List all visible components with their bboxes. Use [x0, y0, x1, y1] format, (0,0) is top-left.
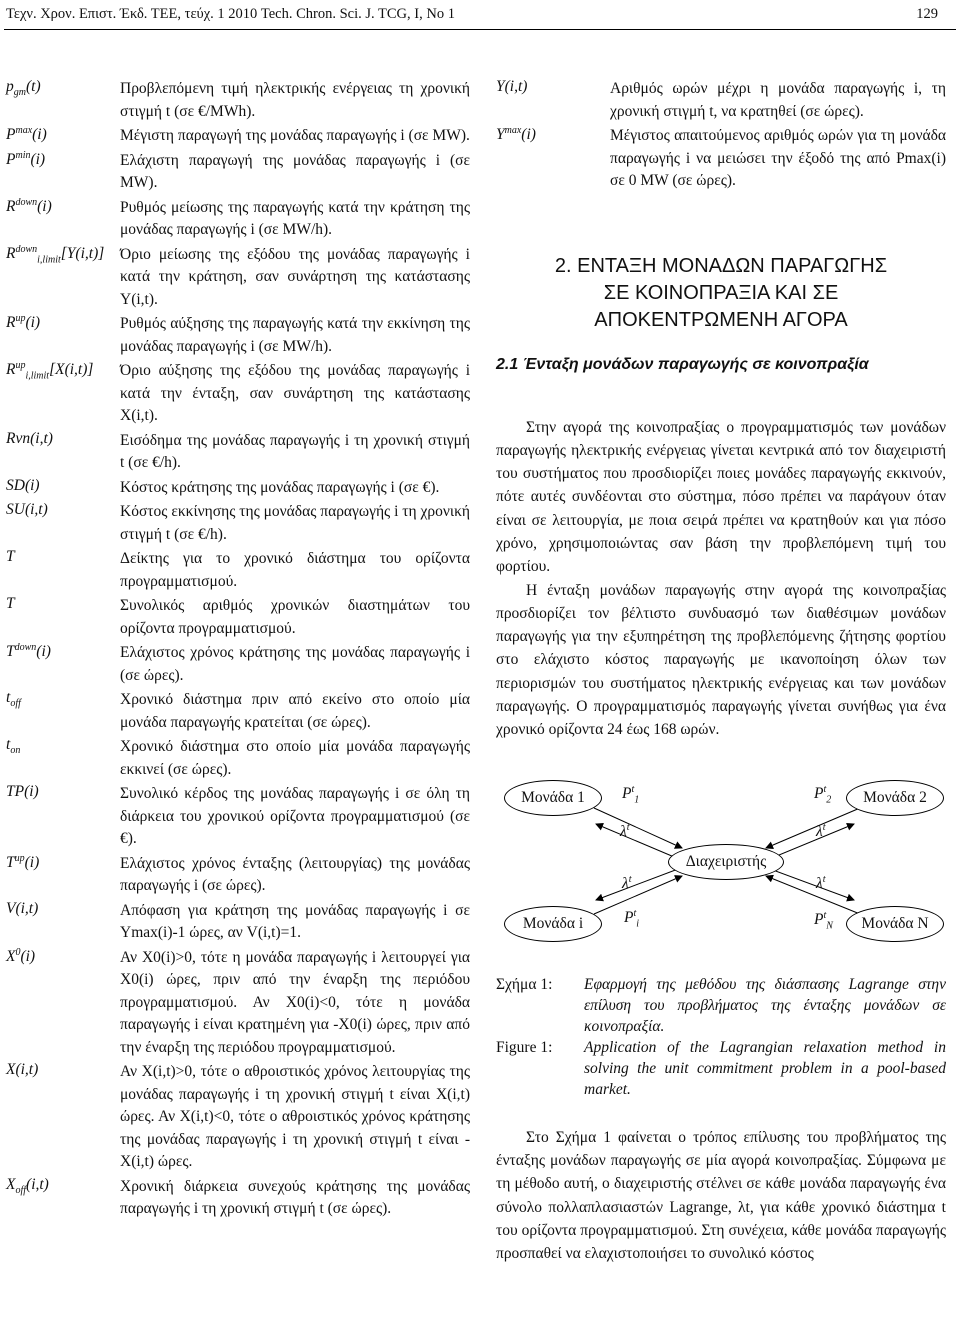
- symbol-sup: up: [15, 360, 26, 371]
- symbol-arg: (i): [37, 197, 52, 215]
- definition-row: [0, 78, 470, 123]
- label-lambda-1: $\lambda^t$: [620, 821, 630, 840]
- symbol: [6, 642, 51, 661]
- symbol-sup: down: [15, 196, 38, 208]
- definition-row: [0, 501, 470, 546]
- right-column: [496, 78, 946, 1265]
- symbol-sym: R: [6, 244, 16, 262]
- nomenclature-left: [0, 78, 470, 1223]
- definition-text: Χρονικό διάστημα στο οποίο μία μονάδα παραγωγής εκκινεί (σε ώρες).: [120, 738, 470, 778]
- symbol: [6, 477, 40, 495]
- label-lambda-n: $\lambda^t$: [816, 873, 826, 892]
- definition-row: [0, 900, 470, 945]
- symbol-sup: max: [15, 125, 33, 136]
- symbol: [6, 244, 104, 265]
- definition-text: Ρυθμός μείωσης της παραγωγής κατά την κράτηση της μονάδας παραγωγής i (σε MW/h).: [120, 198, 470, 238]
- symbol: [496, 125, 536, 144]
- symbol-arg: (i,t): [24, 501, 48, 518]
- definition-text: Ελάχιστη παραγωγή της μονάδας παραγωγής i (σε MW).: [120, 151, 470, 191]
- definition-text: Δείκτης για το χρονικό διάστημα του ορίζοντα προγραμματισμού.: [120, 550, 470, 590]
- symbol-arg: (i): [36, 643, 51, 661]
- definition-row: [0, 642, 470, 687]
- definition-text: Όριο αύξησης της εξόδου της μονάδας παραγωγής i κατά την ένταξη, σαν συνάρτηση της κατάστασης X(i,t).: [120, 362, 470, 424]
- symbol: [6, 900, 38, 918]
- label-pn: $P^t_N$: [814, 909, 833, 931]
- definition-row: [0, 150, 470, 195]
- symbol-sub: off: [10, 698, 21, 710]
- caption-text-en: Application of the Lagrangian relaxation method in solving the unit commitment problem in a pool-based market.: [584, 1038, 946, 1098]
- symbol: [6, 947, 35, 966]
- symbol-sym: t: [6, 736, 11, 753]
- symbol-sym: T: [6, 595, 15, 612]
- symbol-sym: X: [6, 1061, 16, 1078]
- symbol-sup: max: [504, 125, 522, 136]
- symbol: [6, 736, 20, 756]
- symbol-arg: (i): [521, 126, 536, 144]
- symbol-sub: on: [10, 745, 21, 757]
- paragraph: Η ένταξη μονάδων παραγωγής στην αγορά της κοινοπραξίας προσδιορίζει τον βέλτιστο συνδυασμό των διαθέσιμων μονάδων παραγωγής για την εξυπηρέτηση της προβλεπόμενης ζήτησης φορτίου στο ελάχιστο κόστος παραγωγής με ικανοποίηση όλων των περιορισμών του συστήματος ηλεκτρικής ενέργειας και των μονάδων παραγωγής. Ο προγραμματισμός παραγωγής γίνεται συνήθως για ένα χρονικό ορίζοντα 24 έως 168 ωρών.: [496, 581, 946, 739]
- definition-text: Συνολικό κέρδος της μονάδας παραγωγής i σε όλη τη διάρκεια του χρονικού ορίζοντα προγραμματισμού (σε €).: [120, 785, 470, 847]
- symbol: [6, 689, 21, 709]
- symbol: [6, 501, 48, 519]
- arrow-p2: [766, 808, 860, 848]
- symbol: [6, 78, 41, 98]
- symbol: [6, 360, 93, 381]
- label-pi: $P^t_i$: [624, 907, 640, 929]
- symbol-sup: down: [15, 243, 38, 255]
- definition-text: Ελάχιστος χρόνος ένταξης (λειτουργίας) της μονάδας παραγωγής i (σε ώρες).: [120, 854, 470, 894]
- symbol-arg: (i): [24, 853, 40, 871]
- symbol: [6, 197, 52, 216]
- node-unit-n: Μονάδα N: [846, 906, 944, 942]
- definition-text: Ρυθμός αύξησης της παραγωγής κατά την εκκίνηση της μονάδας παραγωγής i (σε MW/h).: [120, 315, 470, 355]
- symbol: [6, 1061, 38, 1079]
- symbol: [6, 430, 53, 448]
- definition-text: Ελάχιστος χρόνος κράτησης της μονάδας παραγωγής i (σε ώρες).: [120, 644, 470, 684]
- symbol-sup: down: [14, 642, 37, 653]
- symbol-sub: off: [15, 1184, 27, 1196]
- definition-row: [0, 313, 470, 358]
- definition-text: Μέγιστη παραγωγή της μονάδας παραγωγής i (σε MW).: [120, 127, 470, 144]
- definition-text: Αριθμός ωρών μέχρι η μονάδα παραγωγής i, τη χρονική στιγμή t, να κρατηθεί (σε ώρες).: [610, 80, 946, 120]
- symbol: [6, 548, 15, 566]
- definition-text: Αν X0(i)>0, τότε η μονάδα παραγωγής i λειτουργεί για X0(i) ώρες, πριν από την έναρξη της περιόδου προγραμματισμού. Αν X0(i)<0, τότε η μονάδα παραγωγής i είναι κρατημένη για -X0(i) ώρες, πριν από την έναρξη της περιόδου προγραμματισμού.: [120, 948, 470, 1056]
- symbol-sym: t: [6, 689, 11, 706]
- symbol: [6, 853, 39, 872]
- symbol-sup: up: [14, 852, 25, 864]
- definition-row: [0, 548, 470, 593]
- symbol-arg: (i): [30, 150, 46, 168]
- page-number: 129: [916, 6, 938, 22]
- symbol-sym: Y: [496, 78, 505, 95]
- label-p2: $P^t_2$: [814, 783, 832, 805]
- symbol: [6, 150, 45, 169]
- definition-row: [0, 477, 470, 500]
- definition-row: [496, 78, 946, 123]
- symbol-sym: Y: [496, 126, 505, 144]
- symbol-sup: 0: [15, 946, 21, 958]
- node-unit-2: Μονάδα 2: [846, 780, 944, 816]
- definition-text: Κόστος εκκίνησης της μονάδας παραγωγής i τη χρονική στιγμή t (σε €/h).: [120, 503, 470, 543]
- symbol-sup: up: [15, 313, 26, 324]
- definition-text: Κόστος κράτησης της μονάδας παραγωγής i (σε €).: [120, 478, 440, 496]
- subsection-title: 2.1 Ένταξη μονάδων παραγωγής σε κοινοπραξία: [496, 355, 869, 373]
- arrow-pN: [766, 873, 860, 914]
- nomenclature-right: [496, 78, 946, 193]
- label-lambda-i: $\lambda^t$: [622, 873, 632, 892]
- symbol-arg: (i,t): [15, 899, 39, 917]
- definition-text: Αν X(i,t)>0, τότε ο αθροιστικός χρόνος λειτουργίας της μονάδας παραγωγής i τη χρονική στιγμή t είναι X(i,t) ώρες. Αν X(i,t)<0, τότε ο αθροιστικός χρόνος κράτησης της μονάδας παραγωγής i τη χρονική στιγμή t είναι -X(i,t) ώρες.: [120, 1063, 470, 1170]
- symbol-arg: (i,t): [504, 78, 528, 95]
- arrow-lambda-i: [596, 866, 686, 900]
- definition-text: Απόφαση για κράτηση της μονάδας παραγωγής i σε Ymax(i)-1 ώρες, αν V(i,t)=1.: [120, 901, 470, 941]
- definition-row: [0, 430, 470, 475]
- definition-row: [0, 244, 470, 312]
- symbol-sym: P: [6, 126, 16, 144]
- symbol-arg: [Y(i,t)]: [60, 244, 105, 262]
- symbol-sub: gm: [13, 87, 26, 99]
- definition-row: [0, 197, 470, 242]
- caption-text-gr: Εφαρμογή της μεθόδου της διάσπασης Lagrange στην επίλυση του προβλήματος της ένταξης μονάδων σε κοινοπραξία.: [584, 975, 946, 1035]
- symbol-sym: R: [6, 361, 16, 379]
- caption-key-gr: Σχήμα 1:: [496, 975, 553, 993]
- definition-row: [0, 125, 470, 148]
- definition-row: [0, 947, 470, 1060]
- symbol-sym: T: [6, 548, 15, 565]
- symbol: [6, 783, 39, 801]
- symbol-sym: SU: [6, 501, 25, 518]
- definition-row: [0, 689, 470, 734]
- symbol-sub: i,limit: [37, 253, 61, 265]
- node-unit-i: Μονάδα i: [504, 906, 602, 942]
- symbol-arg: (i): [25, 314, 41, 332]
- symbol-sym: p: [6, 78, 14, 95]
- header-rule: [4, 29, 956, 30]
- definition-text: Εισόδημα της μονάδας παραγωγής i τη χρονική στιγμή t (σε €/h).: [120, 431, 470, 471]
- journal-header: Τεχν. Χρον. Επιστ. Έκδ. ΤΕΕ, τεύχ. 1 2010 Tech. Chron. Sci. J. TCG, I, No 1: [6, 6, 455, 22]
- symbol-sym: T: [6, 853, 15, 871]
- definition-text: Χρονική διάρκεια συνεχούς κράτησης της μονάδας παραγωγής i τη χρονική στιγμή t (σε ώρες).: [120, 1177, 470, 1217]
- symbol-sym: R: [6, 197, 16, 215]
- definition-row: [0, 736, 470, 781]
- symbol: [6, 125, 47, 144]
- definition-row: [496, 125, 946, 193]
- definition-row: [0, 1176, 470, 1221]
- definition-row: [0, 783, 470, 851]
- symbol-arg: (i,t): [30, 429, 53, 447]
- definition-row: [0, 360, 470, 428]
- label-p1: $P^t_1$: [622, 783, 640, 805]
- section-title-line: ΣΕ ΚΟΙΝΟΠΡΑΞΙΑ ΚΑΙ ΣΕ: [603, 281, 839, 304]
- label-lambda-2: $\lambda^t$: [816, 821, 826, 840]
- running-header: [6, 6, 938, 23]
- symbol-sym: V: [6, 899, 16, 917]
- definition-row: [0, 1061, 470, 1174]
- symbol-sym: X: [6, 1175, 16, 1193]
- symbol-sub: i,limit: [25, 370, 50, 382]
- symbol-arg: (i): [20, 947, 36, 965]
- symbol-arg: (i): [24, 476, 40, 494]
- symbol-sym: SD: [6, 476, 25, 494]
- symbol-arg: (i,t): [15, 1061, 39, 1078]
- section-title: [496, 253, 946, 334]
- symbol-sup: min: [15, 149, 31, 161]
- symbol-arg: [X(i,t)]: [49, 361, 94, 379]
- symbol: [6, 313, 40, 332]
- symbol-arg: (i): [32, 126, 47, 144]
- definition-text: Χρονικό διάστημα πριν από εκείνο στο οποίο μία μονάδα παραγωγής κρατείται (σε ώρες).: [120, 691, 470, 731]
- symbol-arg: (t): [25, 78, 41, 95]
- figure-1: [496, 766, 946, 966]
- symbol: [6, 595, 15, 613]
- symbol-sym: X: [6, 947, 16, 965]
- definition-text: Προβλεπόμενη τιμή ηλεκτρικής ενέργειας τη χρονική στιγμή t (σε €/MWh).: [120, 80, 470, 120]
- symbol: [496, 78, 527, 96]
- node-operator: Διαχειριστής: [668, 844, 784, 880]
- paragraph: Στο Σχήμα 1 φαίνεται ο τρόπος επίλυσης του προβλήματος της ένταξης μονάδων παραγωγής σε μία αγορά κοινοπραξίας. Σύμφωνα με τη μέθοδο αυτή, ο διαχειριστής στέλνει σε κάθε μονάδα παραγωγής ένα σύνολο πολλαπλασιαστών Lagrange, λt, για κάθε χρονικό διάστημα t του ορίζοντα προγραμματισμού. Στη συνέχεια, κάθε μονάδα παραγωγής προσπαθεί να ελαχιστοποιήσει το συνολικό κόστος: [496, 1128, 946, 1263]
- definition-row: [0, 595, 470, 640]
- caption-key-en: Figure 1:: [496, 1038, 553, 1056]
- definition-text: Συνολικός αριθμός χρονικών διαστημάτων του ορίζοντα προγραμματισμού.: [120, 597, 470, 637]
- definition-row: [0, 853, 470, 898]
- symbol-sym: P: [6, 150, 16, 168]
- symbol-arg: (i,t): [26, 1175, 49, 1193]
- section-title-line: 2. ΕΝΤΑΞΗ ΜΟΝΑΔΩΝ ΠΑΡΑΓΩΓΗΣ: [554, 254, 888, 277]
- symbol-sym: TP: [6, 783, 25, 800]
- node-unit-1: Μονάδα 1: [504, 780, 602, 816]
- symbol-sym: T: [6, 643, 15, 661]
- symbol-arg: (i): [24, 783, 39, 800]
- definition-text: Μέγιστος απαιτούμενος αριθμός ωρών για τη μονάδα παραγωγής i να μειώσει την έξοδό της από Pmax(i) σε 0 MW (σε ώρες).: [610, 127, 946, 189]
- definition-text: Όριο μείωσης της εξόδου της μονάδας παραγωγής i κατά την κράτηση, σαν συνάρτηση της κατάστασης Y(i,t).: [120, 245, 470, 308]
- figure-caption: [496, 974, 946, 1100]
- symbol-sym: Rvn: [6, 429, 31, 447]
- section-title-line: ΑΠΟΚΕΝΤΡΩΜΕΝΗ ΑΓΟΡΑ: [594, 308, 848, 331]
- symbol-sym: R: [6, 314, 16, 332]
- paragraph: Στην αγορά της κοινοπραξίας ο προγραμματισμός των μονάδων παραγωγής ηλεκτρικής ενέργειας γίνεται κεντρικά από τον διαχειριστή του συστήματος που προσδιορίζει ποιες μονάδες παραγωγής εκκινούν, πότε αυτές συνδέονται στο σύστημα, πόσο πρέπει να παράγουν όταν είναι σε λειτουργία, με ποια σειρά πρέπει να κρατηθούν και για πόσο χρόνο, χρησιμοποιώντας σαν βάση την προβλεπόμενη τιμή του φορτίου.: [496, 418, 946, 576]
- symbol: [6, 1176, 49, 1196]
